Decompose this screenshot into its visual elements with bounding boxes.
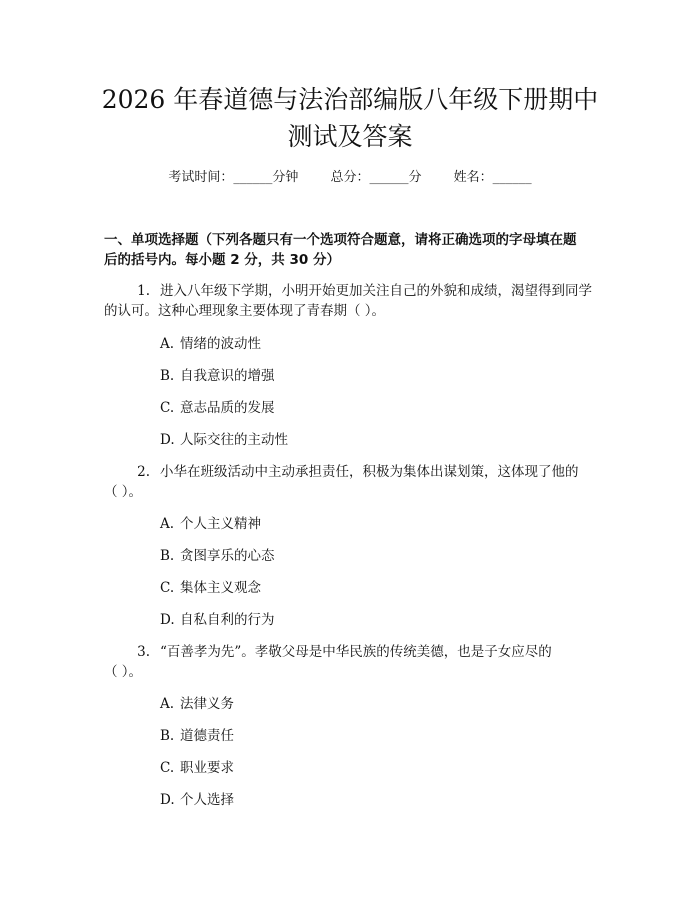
question-1-option-b [160,366,275,386]
option-letter: D. [160,792,175,808]
question-2-option-a [160,514,261,534]
page-title-line-2: 测试及答案 [287,122,413,151]
option-text: 自我意识的增强 [180,368,275,384]
question-3-option-d [160,790,234,810]
question-2-option-d [160,610,275,630]
option-letter: C. [160,580,175,596]
option-text: 职业要求 [180,760,234,776]
question-1-text-2: 的认可。这种心理现象主要体现了青春期（ ）。 [104,303,386,319]
exam-time-field: 考试时间：______分钟 [168,170,299,185]
option-text: 个人主义精神 [180,516,261,532]
question-1-line-1 [118,281,592,301]
question-3-option-a [160,694,234,714]
total-score-field: 总分：______分 [330,170,422,185]
option-text: 道德责任 [180,728,234,744]
page-title-line-1: 2026 年春道德与法治部编版八年级下册期中 [101,85,599,114]
question-1-text-1: 进入八年级下学期，小明开始更加关注自己的外貌和成绩，渴望得到同学 [160,283,592,299]
option-text: 自私自利的行为 [180,612,275,628]
question-2-option-c [160,578,261,598]
option-text: 个人选择 [180,792,234,808]
option-text: 情绪的波动性 [180,336,261,352]
question-2-option-b [160,546,275,566]
question-3-option-b [160,726,234,746]
question-1-number: 1. [137,283,150,299]
question-3-option-c [160,758,234,778]
option-letter: B. [160,728,175,744]
question-2-text-2: （ ）。 [104,484,143,500]
question-2-number: 2. [137,464,150,480]
option-text: 法律义务 [180,696,234,712]
exam-info [0,168,700,188]
question-1-option-d [160,430,288,450]
option-text: 贪图享乐的心态 [180,548,275,564]
question-3-text-1: “百善孝为先”。孝敬父母是中华民族的传统美德，也是子女应尽的 [160,644,552,660]
section-heading-line-1: 一、单项选择题（下列各题只有一个选项符合题意，请将正确选项的字母填在题 [104,232,577,248]
question-2-line-1 [118,462,579,482]
option-letter: D. [160,612,175,628]
question-3-line-1 [118,642,552,662]
student-name-field: 姓名：______ [453,170,532,185]
option-letter: C. [160,400,175,416]
option-letter: C. [160,760,175,776]
option-text: 人际交往的主动性 [180,432,288,448]
question-3-number: 3. [137,644,150,660]
option-text: 意志品质的发展 [180,400,275,416]
question-1-option-a [160,334,261,354]
option-letter: D. [160,432,175,448]
option-text: 集体主义观念 [180,580,261,596]
section-heading-line-2: 后的括号内。每小题 2 分，共 30 分） [104,252,340,268]
option-letter: B. [160,368,175,384]
question-1-option-c [160,398,275,418]
question-3-text-2: （ ）。 [104,664,143,680]
option-letter: A. [160,516,175,532]
option-letter: B. [160,548,175,564]
question-2-text-1: 小华在班级活动中主动承担责任，积极为集体出谋划策，这体现了他的 [160,464,579,480]
option-letter: A. [160,696,175,712]
option-letter: A. [160,336,175,352]
